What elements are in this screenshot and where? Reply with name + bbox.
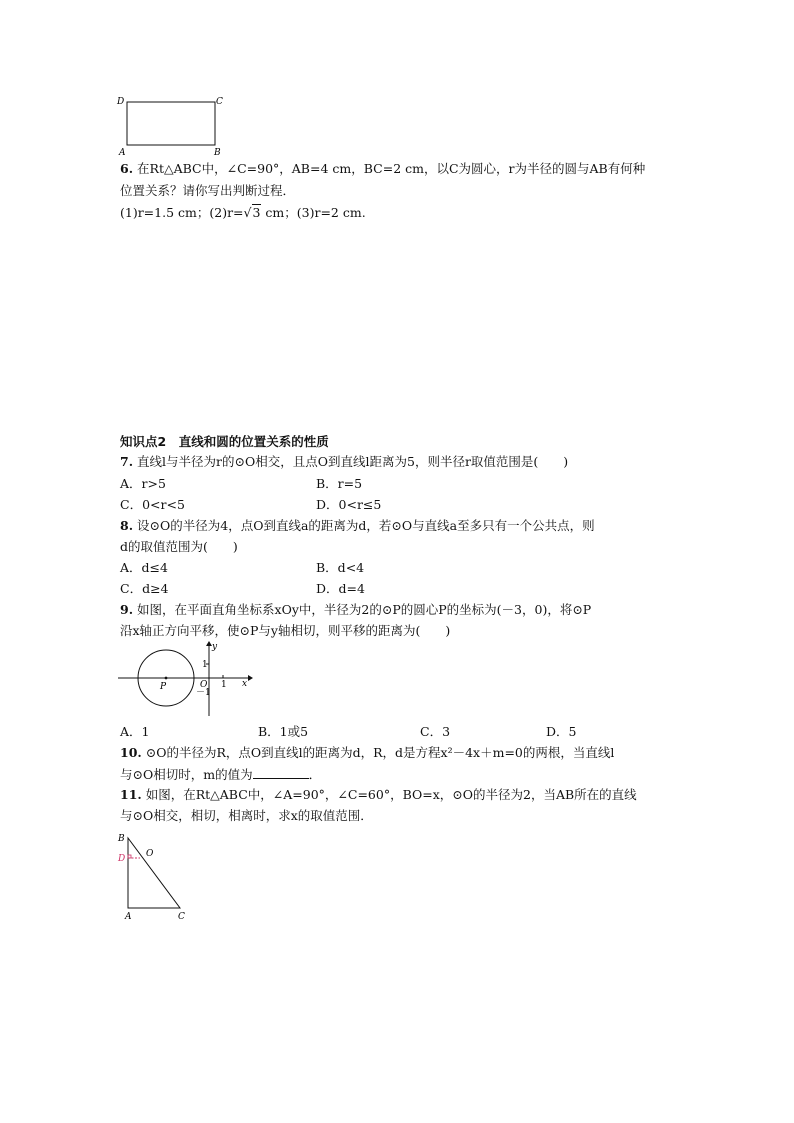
q8-option-d: D．d=4 (316, 581, 365, 596)
question-8-text: 设⊙O的半径为4，点O到直线a的距离为d，若⊙O与直线a至多只有一个公共点，则 (137, 518, 595, 533)
question-11-text: 如图，在Rt△ABC中，∠A=90°，∠C=60°，BO=x，⊙O的半径为2，当AB所在的直线 (145, 787, 637, 802)
question-11-line2: 与⊙O相交，相切，相离时，求x的取值范围． (120, 808, 373, 823)
rectangle-figure (116, 92, 228, 158)
question-7-number: 7. (120, 454, 134, 469)
question-11-number: 11. (120, 787, 142, 802)
question-7-stem (120, 454, 568, 470)
question-6-line2: 位置关系？请你写出判断过程． (120, 183, 296, 198)
question-8-line1 (120, 518, 595, 534)
question-9-text: 如图，在平面直角坐标系xOy中，半径为2的⊙P的圆心P的坐标为(－3，0)，将⊙P (137, 602, 592, 617)
question-8-line2: d的取值范围为( ) (120, 539, 238, 554)
question-10-line2 (120, 766, 321, 783)
q7-option-d: D．0<r≤5 (316, 497, 382, 512)
question-9-line2: 沿x轴正方向平移，使⊙P与y轴相切，则平移的距离为( ) (120, 623, 451, 638)
question-11-line1 (120, 787, 637, 803)
label-b: B (118, 834, 125, 844)
question-6-part2: cm；(3)r=2 cm. (261, 205, 366, 220)
q8-option-b: B．d<4 (316, 560, 365, 575)
question-9-number: 9. (120, 602, 134, 617)
label-y-one: 1 (202, 660, 208, 670)
label-origin: O (200, 680, 208, 690)
question-6-parts (120, 205, 366, 221)
q9-option-c: C．3 (420, 724, 451, 739)
label-p: P (160, 682, 167, 692)
question-6-text: 在Rt△ABC中，∠C=90°，AB=4 cm，BC=2 cm，以C为圆心，r为半径的圆与AB有何种 (137, 161, 646, 176)
label-d: D (117, 97, 125, 107)
answer-blank[interactable] (253, 766, 309, 779)
question-6-line1 (120, 161, 645, 177)
label-a: A (125, 912, 132, 922)
sqrt-radicand: 3 (252, 205, 261, 220)
label-c: C (178, 912, 185, 922)
sqrt-expression: √3 (243, 205, 261, 220)
rectangle-abcd (127, 102, 215, 145)
q8-option-c: C．d≥4 (120, 581, 169, 596)
q9-option-d: D．5 (546, 724, 577, 739)
question-6-part1: (1)r=1.5 cm；(2)r= (120, 205, 244, 220)
triangle-figure (116, 830, 196, 922)
triangle-figure-svg (116, 830, 196, 922)
circle-p-figure (116, 640, 256, 720)
label-y-axis: y (212, 642, 218, 652)
label-a: A (119, 148, 126, 158)
x-axis-arrow-icon (248, 675, 253, 681)
question-7-text: 直线l与半径为r的⊙O相交，且点O到直线l距离为5，则半径r取值范围是( ) (137, 454, 569, 469)
label-x-one: 1 (221, 680, 227, 690)
question-10-line1 (120, 745, 614, 761)
label-c: C (216, 97, 223, 107)
circle-p-figure-svg (116, 640, 256, 720)
rectangle-figure-svg (116, 92, 228, 158)
q9-option-a: A．1 (120, 724, 150, 739)
question-6-number: 6. (120, 161, 134, 176)
q7-option-c: C．0<r<5 (120, 497, 185, 512)
section-heading: 知识点2 直线和圆的位置关系的性质 (120, 434, 329, 449)
label-o: O (146, 849, 154, 859)
q8-option-a: A．d≤4 (120, 560, 168, 575)
question-9-line1 (120, 602, 591, 618)
label-x-axis: x (242, 679, 248, 689)
q7-option-a: A．r>5 (120, 476, 166, 491)
q7-option-b: B．r=5 (316, 476, 363, 491)
label-neg-one: －1 (196, 688, 211, 698)
triangle-abc (128, 838, 180, 908)
question-10-text: ⊙O的半径为R，点O到直线l的距离为d，R，d是方程x²－4x＋m=0的两根，当直线l (145, 745, 615, 760)
q9-option-b: B．1或5 (258, 724, 309, 739)
question-10-number: 10. (120, 745, 142, 760)
label-b: B (214, 148, 221, 158)
label-d: D (118, 854, 126, 864)
question-10-text2: 与⊙O相切时，m的值为 (120, 767, 253, 782)
question-10-end: ． (308, 767, 322, 782)
center-p-dot (165, 677, 168, 680)
question-8-number: 8. (120, 518, 134, 533)
